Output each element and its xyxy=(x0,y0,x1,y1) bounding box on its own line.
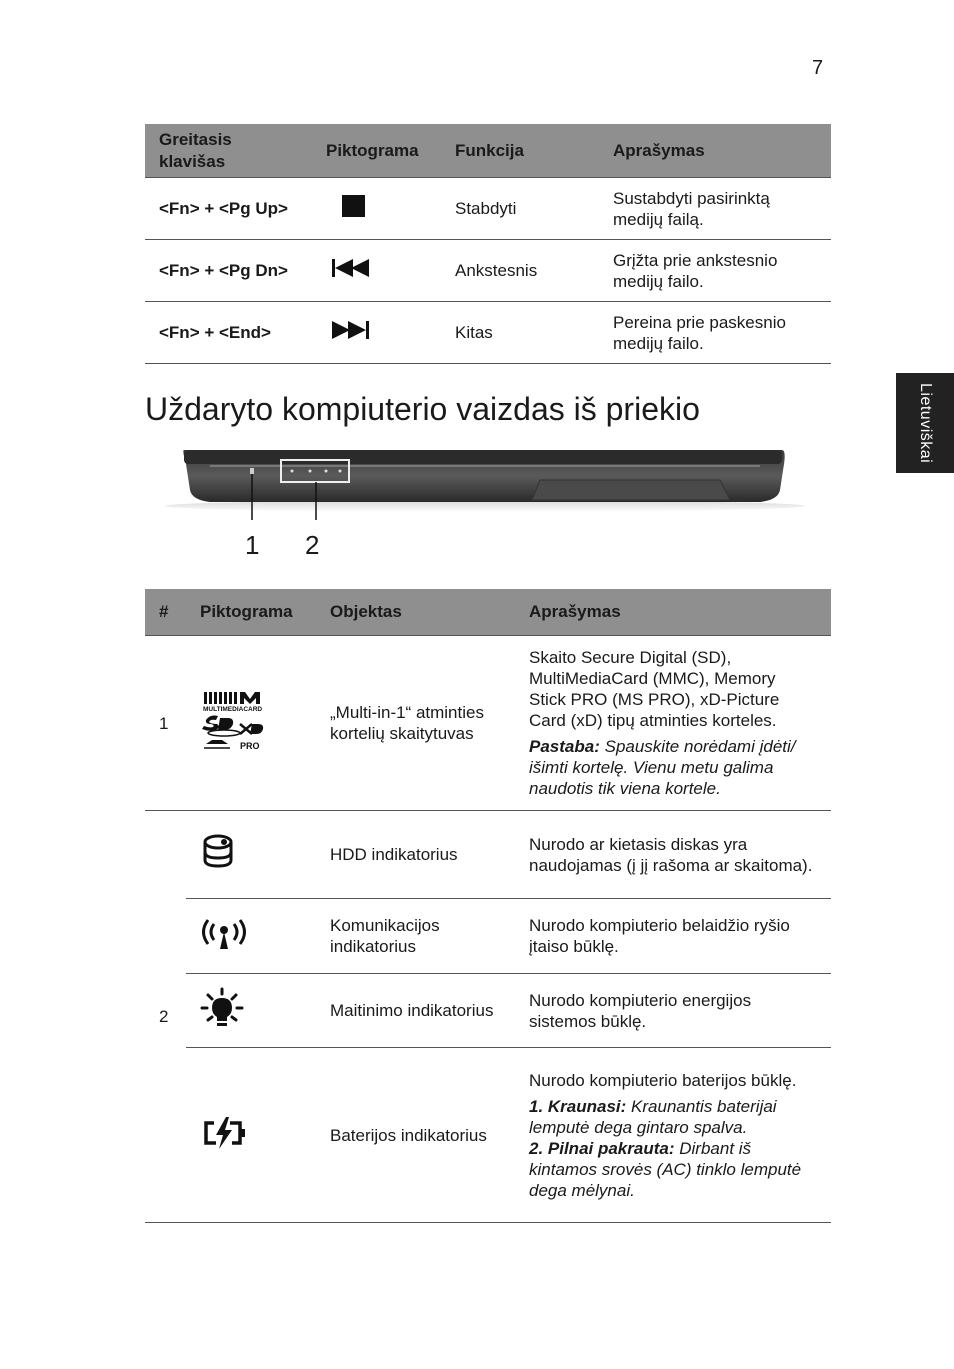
next-icon xyxy=(326,317,374,343)
note-text xyxy=(529,1138,817,1201)
object-cell: Baterijos indikatorius xyxy=(316,1048,515,1223)
previous-icon xyxy=(326,255,374,281)
number-cell: 2 xyxy=(145,811,186,1223)
description-text: Nurodo kompiuterio baterijos būklę. xyxy=(529,1070,797,1090)
note-body: Spauskite norėdami įdėti/ išimti kortelę. Vienu metu galima naudotis tik viena kortele. xyxy=(529,737,796,798)
description-cell: Sustabdyti pasirinktą medijų failą. xyxy=(599,178,831,240)
function-cell: Kitas xyxy=(441,302,599,364)
language-side-tab-label: Lietuviškai xyxy=(917,382,934,464)
icon-cell xyxy=(186,899,316,974)
note-label: 1. Kraunasi: xyxy=(529,1096,627,1116)
icon-cell xyxy=(312,302,441,364)
header-description: Aprašymas xyxy=(515,589,831,636)
icon-cell xyxy=(186,636,316,811)
description-text: Skaito Secure Digital (SD), MultiMediaCard (MMC), Memory Stick PRO (MS PRO), xD-Picture Card (xD) tipų atminties korteles. xyxy=(529,648,780,730)
hdd-icon xyxy=(200,832,240,872)
table-row xyxy=(145,899,831,974)
note-body: Dirbant iš kintamos srovės (AC) tinklo lemputė dega mėlynai. xyxy=(529,1138,802,1200)
header-object: Objektas xyxy=(316,589,515,636)
description-cell xyxy=(515,1048,831,1223)
table-row xyxy=(145,974,831,1048)
hotkey-table-header xyxy=(145,124,831,178)
wireless-icon xyxy=(200,916,248,952)
number-cell: 1 xyxy=(145,636,186,811)
card-reader-icon-mmc-text: MULTIMEDIACARD xyxy=(203,705,263,713)
description-cell: Nurodo ar kietasis diskas yra naudojamas (į jį rašoma ar skaitoma). xyxy=(515,811,831,899)
header-description: Aprašymas xyxy=(599,124,831,178)
hotkey-cell: <Fn> + <Pg Up> xyxy=(145,178,312,240)
card-reader-icon xyxy=(200,688,272,754)
note-label: Pastaba: xyxy=(529,737,600,756)
card-reader-icon-pro-text: PRO xyxy=(240,740,260,751)
table-row xyxy=(145,811,831,899)
header-icon: Piktograma xyxy=(312,124,441,178)
description-cell: Nurodo kompiuterio energijos sistemos būklę. xyxy=(515,974,831,1048)
table-row xyxy=(145,1048,831,1223)
header-number: # xyxy=(145,589,186,636)
table-row xyxy=(145,636,831,811)
icon-cell xyxy=(312,240,441,302)
header-hotkey: Greitasis klavišas xyxy=(145,124,312,178)
power-indicator-icon xyxy=(200,987,244,1029)
icon-cell xyxy=(186,974,316,1048)
description-cell: Nurodo kompiuterio belaidžio ryšio įtaiso būklę. xyxy=(515,899,831,974)
description-cell: Pereina prie paskesnio medijų failo. xyxy=(599,302,831,364)
icon-cell xyxy=(186,811,316,899)
icon-cell xyxy=(312,178,441,240)
language-side-tab xyxy=(896,373,954,473)
hotkey-cell: <Fn> + <End> xyxy=(145,302,312,364)
table-row xyxy=(145,178,831,240)
function-cell: Ankstesnis xyxy=(441,240,599,302)
callout-2: 2 xyxy=(305,530,320,560)
object-cell: „Multi-in-1“ atminties kortelių skaitytuvas xyxy=(316,636,515,811)
section-title: Uždaryto kompiuterio vaizdas iš priekio xyxy=(145,391,700,427)
object-cell: Komunikacijos indikatorius xyxy=(316,899,515,974)
note-label: 2. Pilnai pakrauta: xyxy=(529,1138,675,1158)
note-body: Kraunantis baterijai lemputė dega gintaro spalva. xyxy=(529,1096,777,1137)
objects-table-header xyxy=(145,589,831,636)
front-view-objects-table xyxy=(145,589,831,1223)
callout-1: 1 xyxy=(245,530,260,560)
description-cell: Grįžta prie ankstesnio medijų failo. xyxy=(599,240,831,302)
hotkey-cell: <Fn> + <Pg Dn> xyxy=(145,240,312,302)
table-row xyxy=(145,240,831,302)
battery-icon xyxy=(200,1115,250,1151)
page-number: 7 xyxy=(812,57,824,79)
object-cell: HDD indikatorius xyxy=(316,811,515,899)
header-icon: Piktograma xyxy=(186,589,316,636)
laptop-front-view-image xyxy=(160,440,810,520)
note-text xyxy=(529,736,817,799)
icon-cell xyxy=(186,1048,316,1223)
table-row xyxy=(145,302,831,364)
header-function: Funkcija xyxy=(441,124,599,178)
hotkey-table xyxy=(145,124,831,364)
description-cell xyxy=(515,636,831,811)
function-cell: Stabdyti xyxy=(441,178,599,240)
note-text xyxy=(529,1096,817,1138)
object-cell: Maitinimo indikatorius xyxy=(316,974,515,1048)
stop-icon xyxy=(326,193,374,219)
